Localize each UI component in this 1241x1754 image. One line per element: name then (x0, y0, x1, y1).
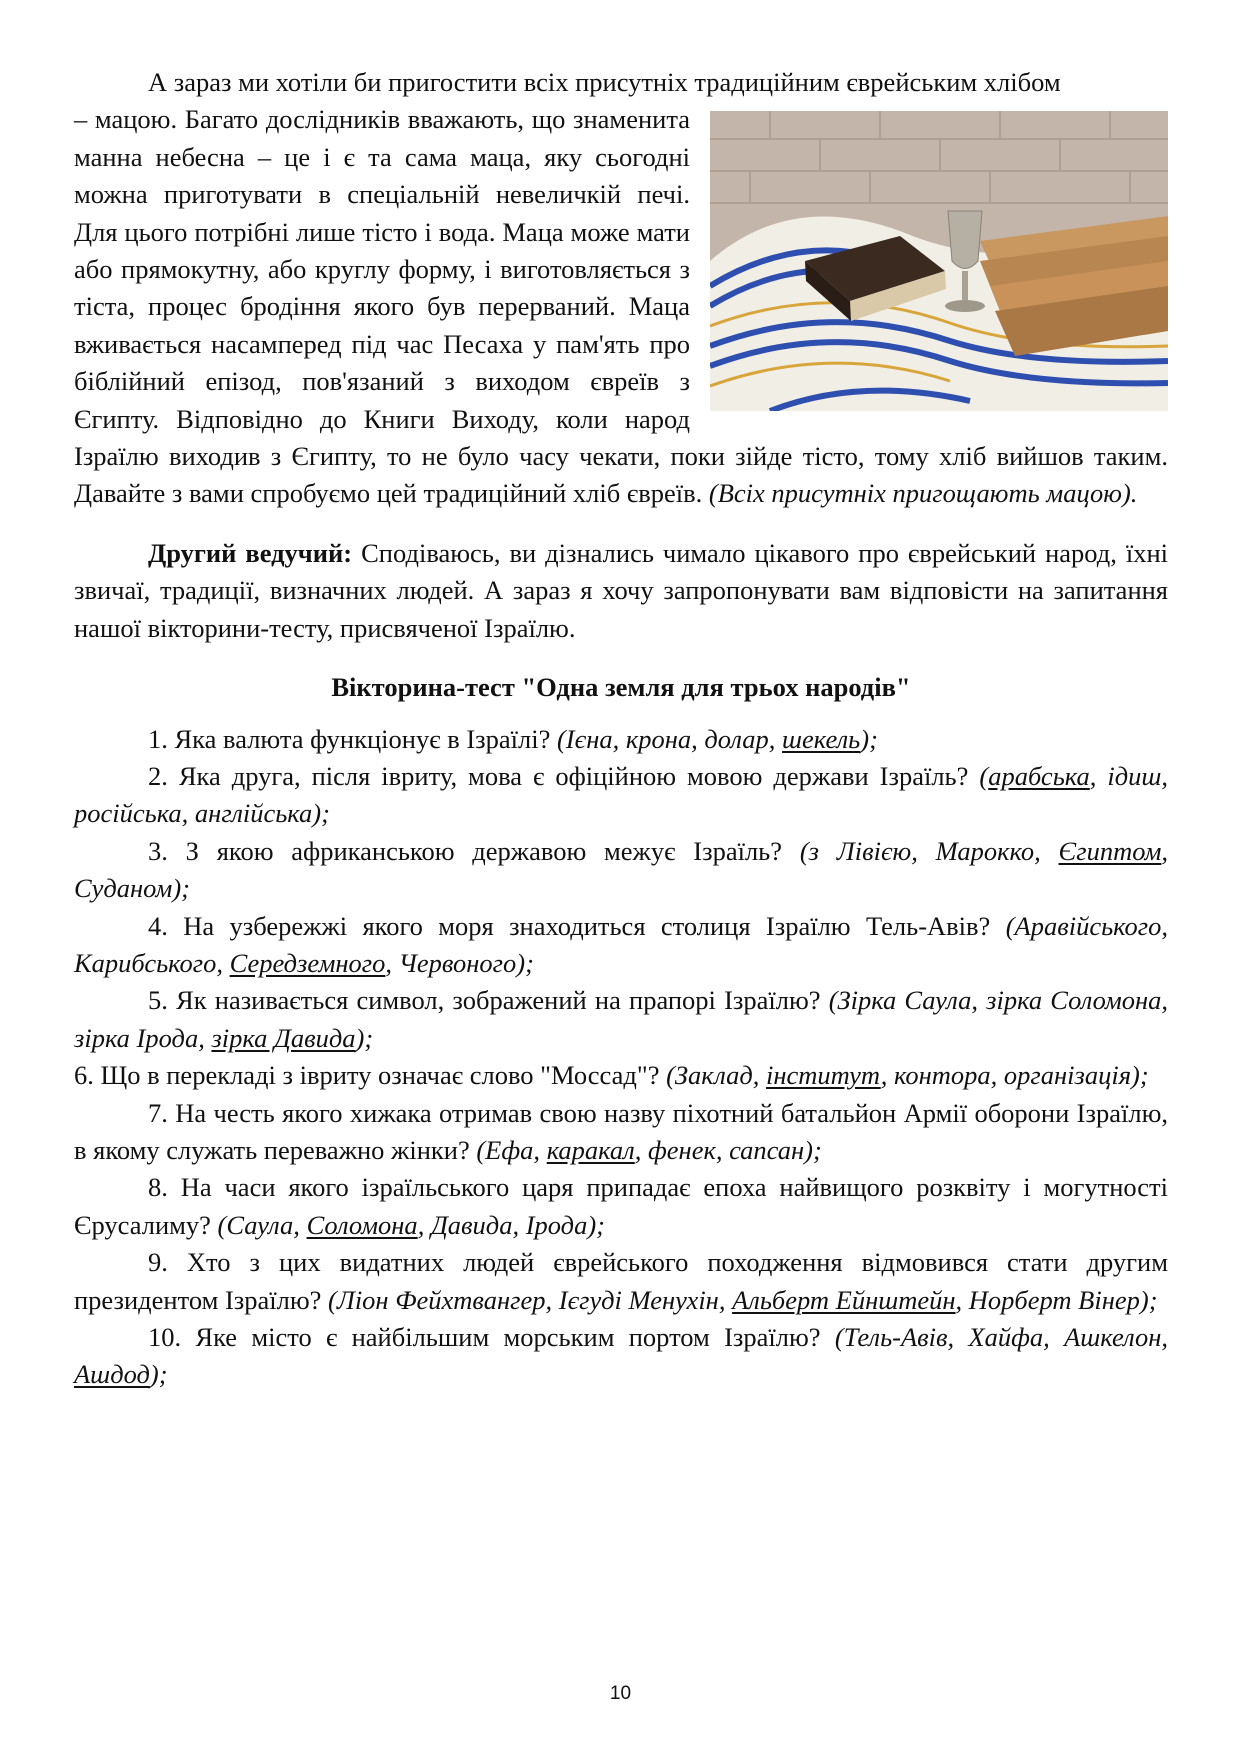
question-text: 7. На честь якого хижака отримав свою назву піхотний батальйон Армії оборони Ізраїлю, в якому служать переважно жінки? (74, 1097, 1168, 1165)
answer-options (666, 1060, 1149, 1090)
correct-answer: Середземного (229, 947, 386, 978)
question-text: 4. На узбережжі якого моря знаходиться столиця Ізраїлю Тель-Авів? (148, 910, 991, 941)
correct-answer: Єгиптом (1058, 835, 1162, 866)
options-after: , ідиш, російська, англійська); (74, 760, 1169, 829)
quiz-question (74, 833, 1168, 908)
question-text: 1. Яка валюта функціонує в Ізраїлі? (148, 723, 551, 754)
options-before: (Зірка Саула, зірка Соломона, зірка Ірода, (74, 985, 1169, 1053)
options-before: (Тель-Авів, Хайфа, Ашкелон, (834, 1322, 1169, 1352)
question-text: 5. Як називається символ, зображений на прапорі Ізраїлю? (148, 985, 821, 1016)
options-before: (Саула, (217, 1209, 307, 1240)
options-after: , Червоного); (385, 947, 534, 978)
answer-options (328, 1285, 1158, 1315)
second-host-label: Другий ведучий: (148, 537, 353, 568)
options-after: ); (355, 1022, 374, 1053)
options-before: (Ієна, крона, долар, (556, 723, 783, 754)
options-before: ( (979, 760, 989, 791)
options-after: ); (149, 1359, 168, 1390)
quiz-question (74, 1169, 1168, 1244)
quiz-question (74, 1057, 1168, 1094)
question-text: 10. Яке місто є найбільшим морським портом Ізраїлю? (148, 1322, 821, 1352)
second-host-text: Сподіваюсь, ви дізнались чимало цікавого про єврейський народ, їхні звичаї, традиції, визначних людей. А зараз я хочу запропонувати вам відповісти на запитання нашої вікторини-тесту, присвяченої Ізраїлю. (74, 537, 1169, 643)
correct-answer: Соломона (306, 1209, 418, 1240)
matzah-photo-illustration (710, 111, 1168, 411)
matzah-photo (710, 111, 1168, 411)
question-text: 8. На часи якого ізраїльського царя припадає епоха найвищого розквіту і могутності Єрусалиму? (74, 1172, 1168, 1240)
correct-answer: шекель (782, 723, 861, 754)
quiz-question (74, 908, 1168, 983)
question-text: 3. З якою африканською державою межує Ізраїль? (148, 835, 783, 866)
correct-answer: каракал (546, 1134, 635, 1165)
document-page (74, 64, 1168, 1394)
quiz-question (74, 721, 1168, 758)
correct-answer: зірка Давида (211, 1022, 356, 1053)
quiz-question (74, 982, 1168, 1057)
intro-first-line: А зараз ми хотіли би пригостити всіх присутніх традиційним єврейським хлібом (148, 67, 1061, 97)
correct-answer: арабська (988, 760, 1090, 791)
quiz-question (74, 1244, 1168, 1319)
page-number: 10 (609, 1683, 632, 1704)
answer-options (218, 1210, 605, 1240)
quiz-questions (74, 721, 1168, 1394)
correct-answer: Ашдод (74, 1359, 150, 1390)
options-before: (Ефа, (476, 1134, 547, 1165)
question-text: 2. Яка друга, після івриту, мова є офіційною мовою держави Ізраїль? (148, 760, 969, 791)
options-after: , Норберт Вінер); (955, 1284, 1158, 1315)
correct-answer: Альберт Ейнштейн (732, 1284, 956, 1315)
answer-options (476, 1135, 821, 1165)
intro-body: – мацою. Багато дослідників вважають, що знаменита манна небесна – це і є та сама маца, яку сьогодні можна приготувати в спеціальній невеличкій печі. Для цього потрібні лише тісто і вода. Маца може мати або прямокутну, або круглу форму, і виготовляється з тіста, процес бродіння якого був перерваний. Маца вживається насамперед під час Песаха у пам'ять про біблійний епізод, пов'язаний з виходом євреїв з Єгипту. Відповідно до Книги Виходу, коли народ Ізраїлю виходив з Єгипту, то не було часу чекати, поки зійде тісто, тому хліб вийшов таким. Давайте з вами спробуємо цей традиційний хліб євреїв. (74, 104, 1168, 509)
options-before: (з Лівією, Марокко, (799, 835, 1059, 866)
question-text: 9. Хто з цих видатних людей єврейського походження відмовився стати другим президентом Ізраїлю? (74, 1247, 1168, 1315)
correct-answer: інститут (766, 1060, 881, 1091)
quiz-question (74, 1095, 1168, 1170)
quiz-question (74, 758, 1168, 833)
answer-options (557, 724, 878, 754)
options-after: , контора, організація); (880, 1060, 1149, 1091)
quiz-question (74, 1319, 1168, 1394)
options-before: (Аравійського, Карибського, (74, 910, 1168, 978)
intro-remark: (Всіх присутніх пригощають мацою). (708, 478, 1138, 509)
options-after: ); (860, 723, 878, 754)
quiz-title: Вікторина-тест "Одна земля для трьох народів" (331, 672, 911, 703)
question-text: 6. Що в перекладі з івриту означає слово "Моссад"? (74, 1060, 660, 1091)
options-before: (Ліон Фейхтвангер, Ієгуді Менухін, (328, 1284, 733, 1315)
second-host-paragraph (74, 535, 1168, 647)
options-after: , фенек, сапсан); (634, 1134, 822, 1165)
options-after: , Суданом); (74, 835, 1168, 904)
options-after: , Давида, Ірода); (417, 1209, 605, 1240)
options-before: (Заклад, (666, 1060, 767, 1091)
